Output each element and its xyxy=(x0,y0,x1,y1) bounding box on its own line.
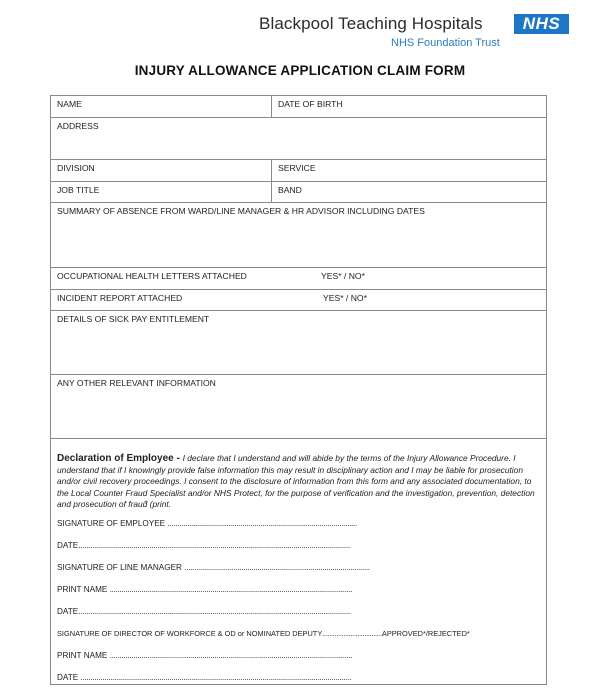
organisation-subtitle: NHS Foundation Trust xyxy=(391,37,500,49)
declaration-body: I declare that I understand and will abide by the terms of the Injury Allowance Procedure. I understand that if I knowingly provide false information this may result in disciplinary action and I may be liable for prosecution and/or civil recovery proceedings. I consent to the disclosure of information from this form and any associated documentation, to the Local Counter Fraud Specialist and/or NHS Protect, for the purpose of verification and the investigation, prevention, detection and prosecution of fraud̂ (print. xyxy=(57,453,535,510)
row-declaration xyxy=(51,439,546,685)
line-manager-signature-line[interactable] xyxy=(57,563,370,572)
line-manager-date-label: DATE xyxy=(57,607,79,616)
declaration-heading: Declaration of Employee - xyxy=(57,453,183,464)
incident-report-yes-no[interactable]: YES* / NO* xyxy=(323,293,367,303)
row-name-dob xyxy=(51,96,546,118)
name-field[interactable] xyxy=(51,96,272,117)
organisation-name: Blackpool Teaching Hospitals xyxy=(259,14,483,33)
sick-pay-label: DETAILS OF SICK PAY ENTITLEMENT xyxy=(57,314,210,324)
oh-letters-field[interactable] xyxy=(51,268,546,289)
oh-letters-yes-no[interactable]: YES* / NO* xyxy=(321,271,365,281)
employee-date-label: DATE xyxy=(57,541,79,550)
line-manager-date-line[interactable] xyxy=(57,607,351,616)
division-field[interactable] xyxy=(51,160,272,181)
row-division-service xyxy=(51,160,546,182)
division-label: DIVISION xyxy=(57,163,95,173)
line-manager-print-name-label: PRINT NAME xyxy=(57,585,110,594)
director-print-name-label: PRINT NAME xyxy=(57,651,110,660)
date-of-birth-field[interactable] xyxy=(272,96,546,117)
signature-dots: ......................................................................................................................................... xyxy=(80,673,352,682)
incident-report-field[interactable] xyxy=(51,290,546,310)
row-summary xyxy=(51,203,546,268)
director-date-label: DATE xyxy=(57,673,81,682)
summary-label: SUMMARY OF ABSENCE FROM WARD/LINE MANAGER & HR ADVISOR INCLUDING DATES xyxy=(57,206,425,216)
date-of-birth-label: DATE OF BIRTH xyxy=(278,99,343,109)
band-field[interactable] xyxy=(272,182,546,202)
row-sick-pay xyxy=(51,311,546,375)
signature-dots: ................................................................................................ xyxy=(167,519,357,528)
incident-report-label: INCIDENT REPORT ATTACHED xyxy=(57,293,183,303)
page-header xyxy=(0,0,600,55)
employee-signature-label: SIGNATURE OF EMPLOYEE xyxy=(57,519,168,528)
service-field[interactable] xyxy=(272,160,546,181)
other-info-label: ANY OTHER RELEVANT INFORMATION xyxy=(57,378,216,388)
name-label: NAME xyxy=(57,99,82,109)
line-manager-print-name-line[interactable] xyxy=(57,585,353,594)
band-label: BAND xyxy=(278,185,302,195)
director-signature-line[interactable] xyxy=(57,629,470,638)
row-address xyxy=(51,118,546,160)
signature-dots: .................................. xyxy=(322,629,382,638)
signature-dots: ........................................................................................................................... xyxy=(109,651,353,660)
employee-date-line[interactable] xyxy=(57,541,351,550)
nhs-logo: NHS xyxy=(514,14,569,34)
signature-dots: ........................................................................................................................... xyxy=(109,585,353,594)
summary-field[interactable] xyxy=(51,203,546,267)
signature-dots: .......................................................................................................................................... xyxy=(78,607,351,616)
declaration-text xyxy=(57,453,540,511)
service-label: SERVICE xyxy=(278,163,316,173)
row-incident-report xyxy=(51,290,546,311)
job-title-field[interactable] xyxy=(51,182,272,202)
approved-rejected-option[interactable]: APPROVED*/REJECTED* xyxy=(381,629,470,638)
line-manager-signature-label: SIGNATURE OF LINE MANAGER xyxy=(57,563,185,572)
row-other-info xyxy=(51,375,546,439)
signature-dots: .......................................................................................................................................... xyxy=(78,541,351,550)
director-signature-label: SIGNATURE OF DIRECTOR OF WORKFORCE & OD or NOMINATED DEPUTY xyxy=(57,629,323,638)
claim-form xyxy=(50,95,547,685)
address-label: ADDRESS xyxy=(57,121,99,131)
address-field[interactable] xyxy=(51,118,546,159)
form-title: INJURY ALLOWANCE APPLICATION CLAIM FORM xyxy=(134,63,466,78)
job-title-label: JOB TITLE xyxy=(57,185,100,195)
sick-pay-field[interactable] xyxy=(51,311,546,374)
employee-signature-line[interactable] xyxy=(57,519,357,528)
oh-letters-label: OCCUPATIONAL HEALTH LETTERS ATTACHED xyxy=(57,271,247,281)
director-print-name-line[interactable] xyxy=(57,651,353,660)
row-jobtitle-band xyxy=(51,182,546,203)
row-oh-letters xyxy=(51,268,546,290)
signature-dots: .............................................................................................. xyxy=(184,563,370,572)
director-date-line[interactable] xyxy=(57,673,351,682)
other-info-field[interactable] xyxy=(51,375,546,438)
